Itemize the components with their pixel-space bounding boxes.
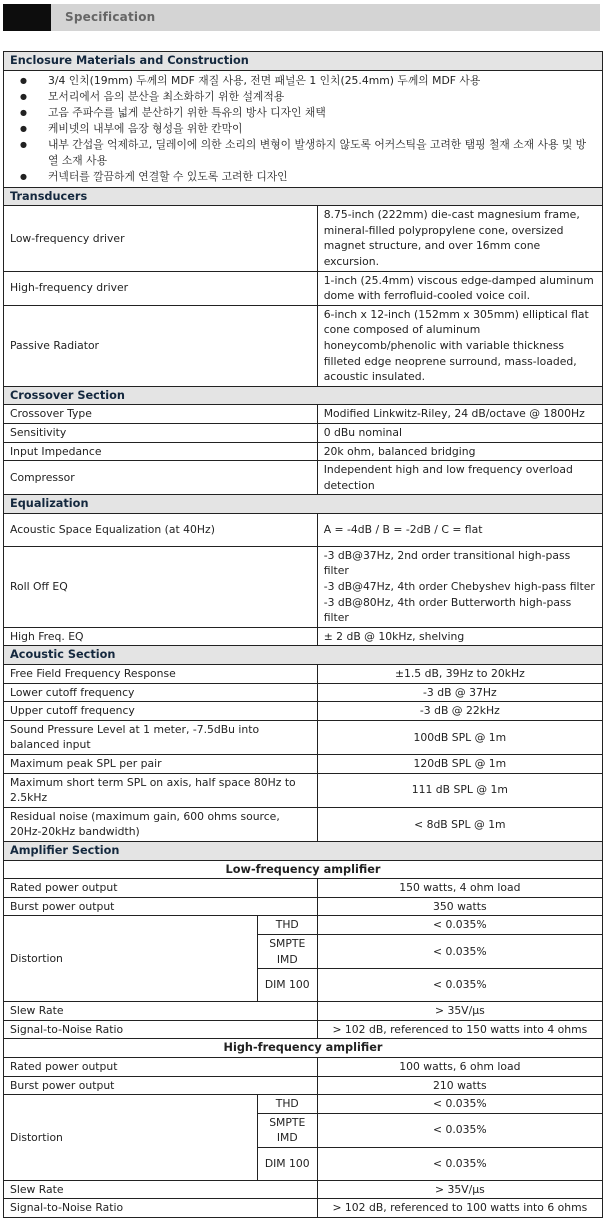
spec-label: Sensitivity (4, 423, 318, 442)
spec-label: Signal-to-Noise Ratio (4, 1020, 318, 1039)
smpte-label: SMPTE IMD (257, 934, 317, 968)
page-header (3, 4, 600, 31)
spec-value: -3 dB @ 37Hz (317, 683, 602, 702)
spec-label: Acoustic Space Equalization (at 40Hz) (4, 513, 318, 546)
spec-value: 20k ohm, balanced bridging (317, 442, 602, 461)
spec-value: 1-inch (25.4mm) viscous edge-damped aluminum dome with ferrofluid-cooled voice coil. (317, 271, 602, 305)
spec-label: Rated power output (4, 1057, 318, 1076)
spec-label: Maximum short term SPL on axis, half space 80Hz to 2.5kHz (4, 773, 318, 807)
section-acoustic: Acoustic Section (4, 646, 603, 665)
spec-label: Free Field Frequency Response (4, 665, 318, 684)
low-amp-heading: Low-frequency amplifier (4, 860, 603, 879)
distortion-label: Distortion (4, 916, 258, 1002)
spec-label: Roll Off EQ (4, 546, 318, 627)
spec-label: Burst power output (4, 1076, 318, 1095)
distortion-label: Distortion (4, 1095, 258, 1181)
spec-value: < 0.035% (317, 1113, 602, 1147)
spec-label: Lower cutoff frequency (4, 683, 318, 702)
spec-value: < 0.035% (317, 969, 602, 1002)
section-transducers: Transducers (4, 187, 603, 206)
spec-value: 8.75-inch (222mm) die-cast magnesium frame, mineral-filled polypropylene cone, oversized magnet structure, and over 16mm cone excursion. (317, 206, 602, 271)
enclosure-bullet: ● 고음 주파수를 넓게 분산하기 위한 특유의 방사 디자인 채택 (40, 105, 596, 121)
spec-value: < 0.035% (317, 1147, 602, 1180)
smpte-label: SMPTE IMD (257, 1113, 317, 1147)
spec-label: High-frequency driver (4, 271, 318, 305)
spec-value: < 0.035% (317, 1095, 602, 1114)
enclosure-bullet: ● 케비넷의 내부에 음장 형성을 위한 칸막이 (40, 121, 596, 137)
dim-label: DIM 100 (257, 969, 317, 1002)
spec-value: > 35V/µs (317, 1180, 602, 1199)
spec-value: < 0.035% (317, 934, 602, 968)
page-title: Specification (65, 10, 156, 24)
spec-label: Burst power output (4, 897, 318, 916)
spec-value: 100 watts, 6 ohm load (317, 1057, 602, 1076)
spec-value: A = -4dB / B = -2dB / C = flat (317, 513, 602, 546)
spec-label: Input Impedance (4, 442, 318, 461)
high-amp-heading: High-frequency amplifier (4, 1039, 603, 1058)
thd-label: THD (257, 916, 317, 935)
spec-label: Sound Pressure Level at 1 meter, -7.5dBu into balanced input (4, 720, 318, 754)
spec-value (317, 546, 602, 627)
section-equalization: Equalization (4, 495, 603, 514)
section-amplifier: Amplifier Section (4, 841, 603, 860)
spec-label: Slew Rate (4, 1180, 318, 1199)
rolloff-line: -3 dB@37Hz, 2nd order transitional high-pass filter (323, 548, 571, 578)
spec-label: High Freq. EQ (4, 627, 318, 646)
spec-label: Crossover Type (4, 405, 318, 424)
spec-value: < 0.035% (317, 916, 602, 935)
spec-value: ± 2 dB @ 10kHz, shelving (317, 627, 602, 646)
spec-value: 120dB SPL @ 1m (317, 755, 602, 774)
spec-value: ±1.5 dB, 39Hz to 20kHz (317, 665, 602, 684)
spec-value: > 102 dB, referenced to 100 watts into 6 ohms (317, 1199, 602, 1218)
enclosure-bullets (4, 70, 603, 187)
spec-value: Modified Linkwitz-Riley, 24 dB/octave @ 1800Hz (317, 405, 602, 424)
spec-label: Rated power output (4, 879, 318, 898)
spec-value: Independent high and low frequency overload detection (317, 461, 602, 495)
spec-label: Slew Rate (4, 1002, 318, 1021)
spec-value: 210 watts (317, 1076, 602, 1095)
header-accent-block (3, 4, 51, 31)
spec-label: Maximum peak SPL per pair (4, 755, 318, 774)
spec-value: 150 watts, 4 ohm load (317, 879, 602, 898)
spec-label: Signal-to-Noise Ratio (4, 1199, 318, 1218)
spec-value: > 35V/µs (317, 1002, 602, 1021)
spec-value: 111 dB SPL @ 1m (317, 773, 602, 807)
dim-label: DIM 100 (257, 1147, 317, 1180)
enclosure-bullet: ● 커넥터를 깔끔하게 연결할 수 있도록 고려한 디자인 (40, 169, 596, 185)
rolloff-line: -3 dB@47Hz, 4th order Chebyshev high-pass filter (323, 580, 595, 594)
enclosure-bullet: ● 모서리에서 음의 분산을 최소화하기 위한 설계적용 (40, 89, 596, 105)
spec-table (3, 51, 603, 1218)
spec-label: Compressor (4, 461, 318, 495)
spec-value: 350 watts (317, 897, 602, 916)
spec-value: 100dB SPL @ 1m (317, 720, 602, 754)
spec-label: Residual noise (maximum gain, 600 ohms source, 20Hz-20kHz bandwidth) (4, 807, 318, 841)
thd-label: THD (257, 1095, 317, 1114)
spec-value: 0 dBu nominal (317, 423, 602, 442)
spec-label: Passive Radiator (4, 305, 318, 386)
spec-value: < 8dB SPL @ 1m (317, 807, 602, 841)
spec-value: 6-inch x 12-inch (152mm x 305mm) elliptical flat cone composed of aluminum honeycomb/phenolic with variable thickness filleted edge neoprene surround, mass-loaded, acoustic insulated. (317, 305, 602, 386)
spec-label: Low-frequency driver (4, 206, 318, 271)
enclosure-bullet: ● 내부 간섭을 억제하고, 딜레이에 의한 소리의 변형이 발생하지 않도록 어커스틱을 고려한 탬핑 철재 소재 사용 및 방열 소재 사용 (40, 137, 596, 169)
spec-value: -3 dB @ 22kHz (317, 702, 602, 721)
enclosure-bullet: ● 3/4 인치(19mm) 두께의 MDF 재질 사용, 전면 패널은 1 인치(25.4mm) 두께의 MDF 사용 (40, 73, 596, 89)
rolloff-line: -3 dB@80Hz, 4th order Butterworth high-pass filter (323, 595, 572, 625)
section-enclosure: Enclosure Materials and Construction (4, 52, 603, 71)
spec-label: Upper cutoff frequency (4, 702, 318, 721)
section-crossover: Crossover Section (4, 386, 603, 405)
spec-value: > 102 dB, referenced to 150 watts into 4 ohms (317, 1020, 602, 1039)
